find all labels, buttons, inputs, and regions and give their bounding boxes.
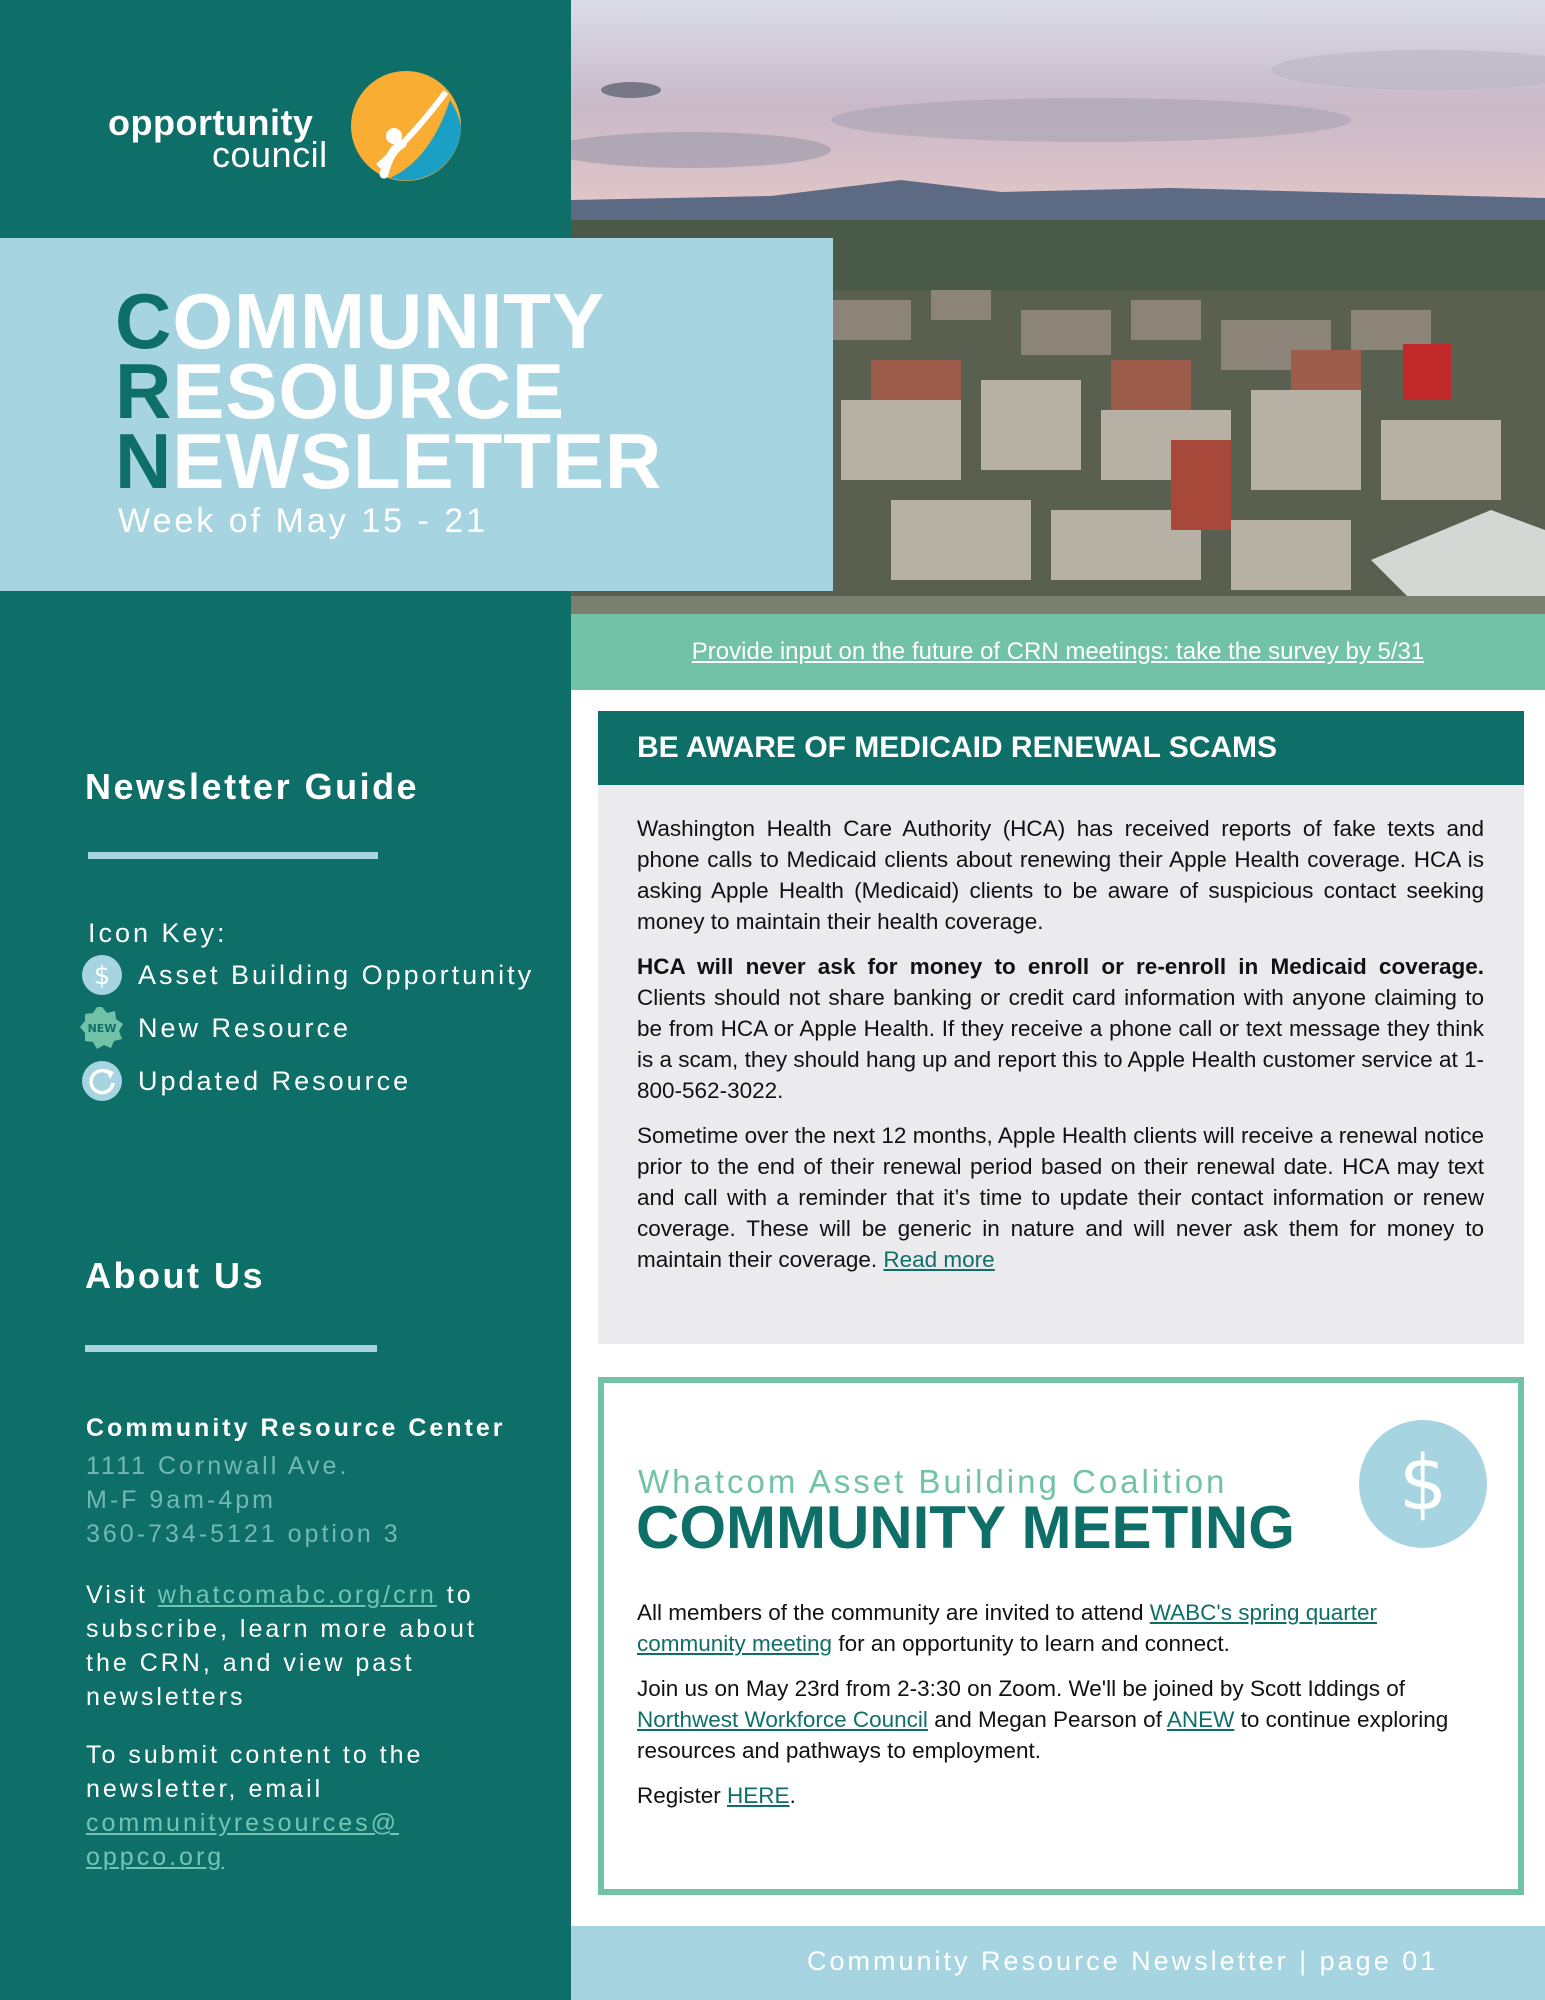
meeting-paragraph xyxy=(637,1597,1477,1659)
icon-key-new-resource xyxy=(80,1006,351,1050)
refresh-icon xyxy=(80,1059,124,1103)
about-divider xyxy=(85,1345,377,1352)
article-body xyxy=(598,785,1524,1275)
visit-paragraph xyxy=(86,1578,516,1714)
wabc-meeting-link[interactable]: WABC's spring quarter community meeting xyxy=(637,1600,1378,1656)
email-link[interactable]: communityresources@ oppco.org xyxy=(86,1809,400,1871)
title-word: OMMUNITY xyxy=(172,277,605,365)
visit-text: Visit xyxy=(86,1581,158,1609)
guide-divider xyxy=(88,852,378,859)
community-meeting-box xyxy=(598,1377,1524,1895)
submit-text: To submit content to the newsletter, email xyxy=(86,1741,424,1803)
register-here-link[interactable]: HERE xyxy=(727,1783,790,1808)
title-line-newsletter xyxy=(115,417,663,505)
title-initial-r: R xyxy=(115,347,173,435)
title-initial-c: C xyxy=(115,277,173,365)
week-of-date: Week of May 15 - 21 xyxy=(118,502,489,540)
article-text: Sometime over the next 12 months, Apple Health clients will receive a renewal notice prior to the end of their renewal period based on their renewal date. HCA may text and call with a reminder that it’s time to update their contact information or renew coverage. These will be generic in nature and will never ask them for money to maintain their coverage. xyxy=(637,1123,1484,1272)
read-more-link[interactable]: Read more xyxy=(883,1247,995,1272)
icon-key-title: Icon Key: xyxy=(88,918,228,948)
newsletter-title-box xyxy=(0,238,833,591)
title-initial-n: N xyxy=(115,417,173,505)
center-phone: 360-734-5121 option 3 xyxy=(86,1520,401,1548)
about-us-heading: About Us xyxy=(85,1255,265,1296)
meeting-title: COMMUNITY MEETING xyxy=(636,1494,1295,1561)
center-name: Community Resource Center xyxy=(86,1414,506,1442)
icon-key-label: Updated Resource xyxy=(138,1065,412,1096)
title-word: ESOURCE xyxy=(172,347,566,435)
logo-word-opportunity: opportunity xyxy=(108,102,314,143)
anew-link[interactable]: ANEW xyxy=(1166,1707,1235,1732)
meeting-body xyxy=(637,1597,1477,1825)
visit-text-rest: to subscribe, learn more about the CRN, and view past newsletters xyxy=(86,1581,477,1711)
svg-text:NEW: NEW xyxy=(87,1022,117,1035)
article-text: Clients should not share banking or credit card information with anyone claiming to be from HCA or Apple Health. If they receive a phone call or text message they think is a scam, they should hang up and report this to Apple Health customer service at 1-800-562-3022. xyxy=(637,985,1484,1103)
dollar-icon xyxy=(1358,1419,1488,1549)
icon-key-updated-resource xyxy=(80,1059,411,1103)
new-badge-icon xyxy=(80,1006,124,1050)
page-footer xyxy=(571,1926,1545,2000)
article-paragraph xyxy=(637,1120,1484,1275)
meeting-text: to continue exploring resources and pathways to employment. xyxy=(637,1707,1449,1763)
meeting-subtitle: Whatcom Asset Building Coalition xyxy=(638,1463,1228,1500)
medicaid-scam-article xyxy=(598,711,1524,1344)
icon-key-label: New Resource xyxy=(138,1012,352,1043)
center-hours: M-F 9am-4pm xyxy=(86,1486,276,1514)
meeting-paragraph xyxy=(637,1780,1477,1811)
icon-key-label: Asset Building Opportunity xyxy=(138,959,535,990)
article-paragraph: Washington Health Care Authority (HCA) has received reports of fake texts and phone calls to Medicaid clients about renewing their Apple Health coverage. HCA is asking Apple Health (Medicaid) clients to be aware of suspicious contact seeking money to maintain their health coverage. xyxy=(637,816,1484,934)
meeting-text: All members of the community are invited to attend xyxy=(637,1600,1150,1625)
meeting-text: Join us on May 23rd from 2-3:30 on Zoom. We'll be joined by Scott Iddings of xyxy=(637,1676,1406,1701)
dollar-icon xyxy=(80,953,124,997)
logo-word-council: council xyxy=(212,134,328,175)
survey-link[interactable]: Provide input on the future of CRN meetings: take the survey by 5/31 xyxy=(691,638,1425,665)
center-address: 1111 Cornwall Ave. xyxy=(86,1452,350,1480)
meeting-paragraph xyxy=(637,1673,1477,1766)
icon-key-asset-building xyxy=(80,953,534,997)
northwest-workforce-council-link[interactable]: Northwest Workforce Council xyxy=(637,1707,928,1732)
svg-text:$: $ xyxy=(1398,1438,1448,1527)
logo-mark-icon xyxy=(350,70,462,182)
survey-banner xyxy=(571,614,1545,690)
article-heading: BE AWARE OF MEDICAID RENEWAL SCAMS xyxy=(637,731,1278,764)
newsletter-guide-heading: Newsletter Guide xyxy=(85,766,420,807)
crn-website-link[interactable]: whatcomabc.org/crn xyxy=(157,1581,437,1609)
opportunity-council-logo[interactable] xyxy=(108,68,468,188)
meeting-text: Register xyxy=(637,1783,728,1808)
footer-text: Community Resource Newsletter | page 01 xyxy=(807,1946,1439,1976)
meeting-text: for an opportunity to learn and connect. xyxy=(832,1631,1230,1656)
meeting-text: . xyxy=(789,1783,796,1808)
article-bold-statement: HCA will never ask for money to enroll or re-enroll in Medicaid coverage. xyxy=(637,954,1484,979)
article-header xyxy=(598,711,1524,785)
svg-text:$: $ xyxy=(93,961,111,991)
article-paragraph xyxy=(637,951,1484,1106)
submit-paragraph xyxy=(86,1738,516,1874)
title-word: EWSLETTER xyxy=(172,417,663,505)
meeting-text: and Megan Pearson of xyxy=(927,1707,1167,1732)
